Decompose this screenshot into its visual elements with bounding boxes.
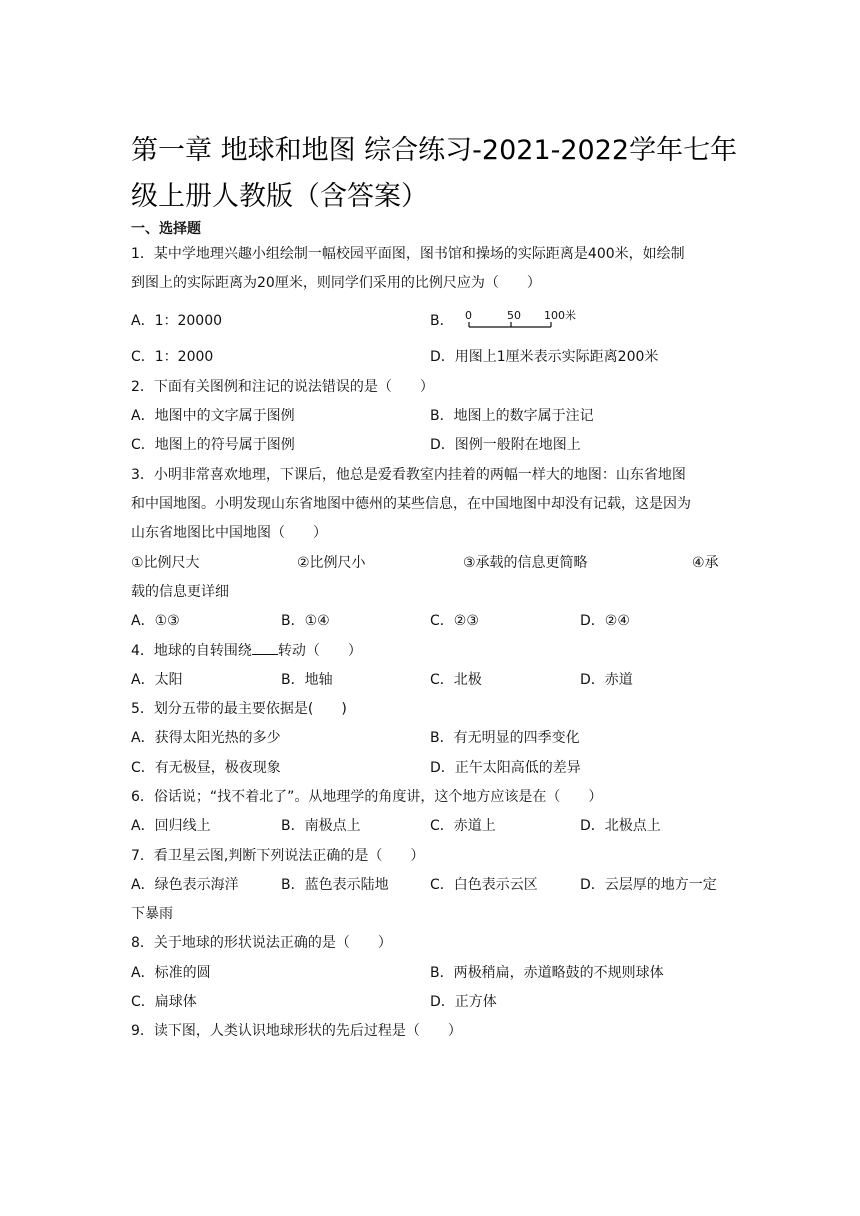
q1-option-d: D．用图上1厘米表示实际距离200米: [430, 349, 659, 365]
q3-statement-2: ②比例尺小: [297, 555, 366, 571]
q2-option-c: C．地图上的符号属于图例: [131, 437, 295, 453]
q4-stem-post: 转动（ ）: [277, 643, 362, 659]
q1-stem-line2: 到图上的实际距离为20厘米，则同学们采用的比例尺应为（ ）: [131, 275, 541, 291]
q5-option-d: D．正午太阳高低的差异: [430, 760, 581, 776]
q4-option-a: A．太阳: [131, 672, 183, 688]
q3-statement-3: ③承载的信息更简略: [463, 555, 588, 571]
document-title: 第一章 地球和地图 综合练习-2021-2022学年七年级上册人教版（含答案）: [131, 135, 738, 212]
q3-option-b: B．①④: [281, 613, 330, 629]
q5-option-c: C．有无极昼，极夜现象: [131, 760, 281, 776]
q7-option-d-cont: 下暴雨: [131, 906, 173, 922]
q5-option-a: A．获得太阳光热的多少: [131, 730, 281, 746]
q5-stem: 5．划分五带的最主要依据是( ): [131, 701, 347, 717]
scale-bar-diagram: [465, 306, 580, 336]
q1-stem-line1: 1．某中学地理兴趣小组绘制一幅校园平面图，图书馆和操场的实际距离是400米，如绘制: [131, 246, 685, 262]
q6-stem: 6．俗话说；“找不着北了”。从地理学的角度讲，这个地方应该是在（ ）: [131, 789, 603, 805]
q7-option-c: C．白色表示云区: [430, 877, 538, 893]
q2-option-d: D．图例一般附在地图上: [430, 437, 581, 453]
q8-option-a: A．标准的圆: [131, 965, 211, 981]
q3-stem-line3: 山东省地图比中国地图（ ）: [131, 525, 327, 541]
scale-tick-100: 100米: [544, 309, 576, 322]
q1-option-c: C．1：2000: [131, 349, 214, 365]
q3-statement-4: ④承: [692, 555, 719, 571]
q5-option-b: B．有无明显的四季变化: [430, 730, 580, 746]
q4-stem: [131, 640, 362, 661]
q9-stem: 9．读下图，人类认识地球形状的先后过程是（ ）: [131, 1023, 462, 1039]
q2-option-a: A．地图中的文字属于图例: [131, 408, 295, 424]
q4-option-d: D．赤道: [580, 672, 633, 688]
q2-stem: 2．下面有关图例和注记的说法错误的是（ ）: [131, 379, 434, 395]
q3-stem-line2: 和中国地图。小明发现山东省地图中德州的某些信息，在中国地图中却没有记载，这是因为: [131, 496, 691, 512]
q4-stem-pre: 4．地球的自转围绕: [131, 643, 252, 659]
q8-option-b: B．两极稍扁，赤道略鼓的不规则球体: [430, 965, 664, 981]
q3-statement-1: ①比例尺大: [131, 555, 200, 571]
q6-option-a: A．回归线上: [131, 818, 211, 834]
q8-stem: 8．关于地球的形状说法正确的是（ ）: [131, 935, 392, 951]
q8-option-d: D．正方体: [430, 994, 497, 1010]
q4-option-b: B．地轴: [281, 672, 333, 688]
q1-option-b: B．: [430, 313, 454, 329]
q1-option-a: A．1：20000: [131, 313, 223, 329]
q3-option-d: D．②④: [580, 613, 630, 629]
q6-option-c: C．赤道上: [430, 818, 496, 834]
q3-statement-4-cont: 载的信息更详细: [131, 584, 229, 600]
q3-stem-line1: 3．小明非常喜欢地理，下课后，他总是爱看教室内挂着的两幅一样大的地图：山东省地图: [131, 467, 686, 483]
q7-option-a: A．绿色表示海洋: [131, 877, 239, 893]
q6-option-d: D．北极点上: [580, 818, 661, 834]
q4-option-c: C．北极: [430, 672, 482, 688]
q8-option-c: C．扁球体: [131, 994, 197, 1010]
scale-tick-0: 0: [465, 309, 472, 322]
section-heading: 一、选择题: [131, 221, 201, 237]
q3-option-c: C．②③: [430, 613, 479, 629]
q2-option-b: B．地图上的数字属于注记: [430, 408, 594, 424]
q3-option-a: A．①③: [131, 613, 180, 629]
scale-tick-50: 50: [507, 309, 521, 322]
q7-option-b: B．蓝色表示陆地: [281, 877, 389, 893]
q7-stem: 7．看卫星云图,判断下列说法正确的是（ ）: [131, 848, 425, 864]
q6-option-b: B．南极点上: [281, 818, 361, 834]
q7-option-d: D．云层厚的地方一定: [580, 877, 717, 893]
answer-blank: [252, 640, 278, 655]
